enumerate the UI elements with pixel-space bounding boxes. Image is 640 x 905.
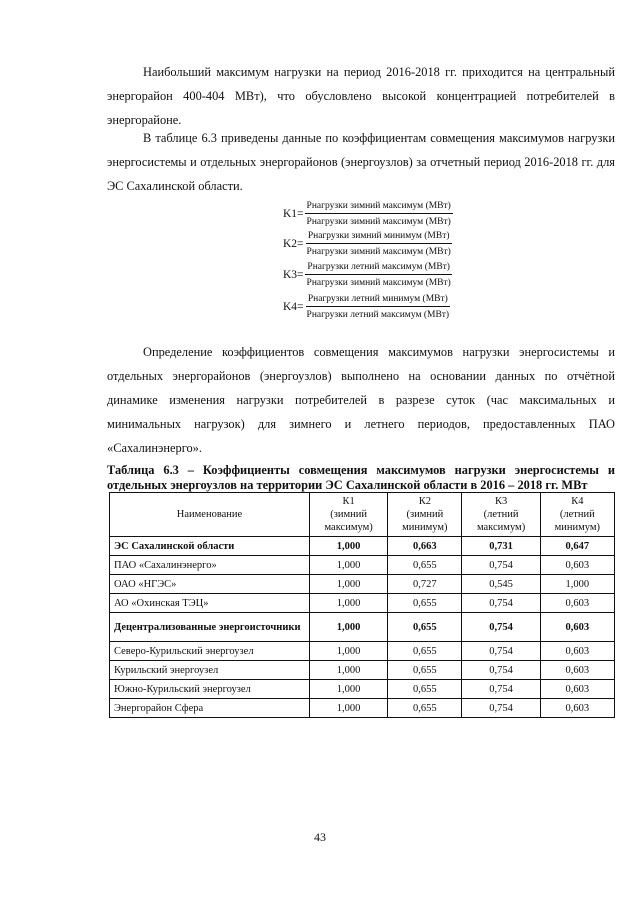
cell-k3: 0,754 xyxy=(462,594,540,613)
formula-k3 xyxy=(283,261,453,289)
formula-fraction xyxy=(305,261,453,289)
table-row xyxy=(110,661,615,680)
paragraph-method: Определение коэффициентов совмещения максимумов нагрузки энергосистемы и отдельных энергорайонов (энергоузлов) выполнено на основании данных по отчётной динамике изменения нагрузки потребителей в разрезе суток (час максимальных и минимальных нагрузок) для зимнего и летнего периодов, предоставленных ПАО «Сахалинэнерго». xyxy=(107,345,615,455)
table-row xyxy=(110,537,615,556)
formula-lhs: K4= xyxy=(283,301,304,313)
coefficients-table xyxy=(109,492,615,718)
table-row xyxy=(110,575,615,594)
header-k4-line3: минимум) xyxy=(554,522,601,533)
cell-k4: 0,603 xyxy=(540,642,614,661)
cell-k2: 0,655 xyxy=(388,613,462,642)
header-k4-line2: (летний xyxy=(559,509,595,520)
cell-k1: 1,000 xyxy=(310,556,388,575)
cell-name: ОАО «НГЭС» xyxy=(110,575,310,594)
formula-lhs: K1= xyxy=(283,208,304,220)
header-k4-title: К4 xyxy=(571,496,584,507)
cell-k1: 1,000 xyxy=(310,575,388,594)
formula-numerator: Pнагрузки зимний максимум (МВт) xyxy=(305,200,453,214)
cell-k1: 1,000 xyxy=(310,613,388,642)
cell-name: Северо-Курильский энергоузел xyxy=(110,642,310,661)
formula-numerator: Pнагрузки летний минимум (МВт) xyxy=(306,293,450,307)
formula-lhs: K2= xyxy=(283,238,304,250)
cell-name: Децентрализованные энергоисточники xyxy=(110,613,310,642)
formula-numerator: Pнагрузки зимний минимум (МВт) xyxy=(306,230,452,244)
cell-k4: 0,603 xyxy=(540,699,614,718)
cell-name: АО «Охинская ТЭЦ» xyxy=(110,594,310,613)
header-k2-line2: (зимний xyxy=(406,509,444,520)
cell-k3: 0,754 xyxy=(462,661,540,680)
header-k3 xyxy=(462,493,540,537)
header-k1-line3: максимум) xyxy=(324,522,373,533)
cell-k2: 0,655 xyxy=(388,661,462,680)
cell-k1: 1,000 xyxy=(310,699,388,718)
formula-k1 xyxy=(283,200,453,228)
cell-name: ЭС Сахалинской области xyxy=(110,537,310,556)
formula-denominator: Pнагрузки зимний максимум (МВт) xyxy=(306,217,451,227)
header-k2 xyxy=(388,493,462,537)
cell-k3: 0,731 xyxy=(462,537,540,556)
cell-k4: 0,603 xyxy=(540,556,614,575)
table-caption: Таблица 6.3 – Коэффициенты совмещения максимумов нагрузки энергосистемы и отдельных энергоузлов на территории ЭС Сахалинской области в 2016 – 2018 гг. МВт xyxy=(107,463,615,492)
table-row xyxy=(110,699,615,718)
table-row xyxy=(110,642,615,661)
header-k3-title: К3 xyxy=(494,496,508,507)
header-k3-line2: (летний xyxy=(483,509,519,520)
table-row xyxy=(110,594,615,613)
cell-k1: 1,000 xyxy=(310,661,388,680)
formula-fraction xyxy=(305,230,453,258)
formula-lhs: K3= xyxy=(283,269,304,281)
cell-k2: 0,663 xyxy=(388,537,462,556)
paragraph-max-load: Наибольший максимум нагрузки на период 2016-2018 гг. приходится на центральный энергорайон 400-404 МВт), что обусловлено высокой концентрацией потребителей в энергорайоне. xyxy=(107,65,615,127)
formula-denominator: Pнагрузки зимний максимум (МВт) xyxy=(306,278,451,288)
cell-k2: 0,655 xyxy=(388,699,462,718)
formula-k4 xyxy=(283,293,451,321)
cell-k4: 1,000 xyxy=(540,575,614,594)
header-k4 xyxy=(540,493,614,537)
header-k2-line3: минимум) xyxy=(402,522,448,533)
table-header-row xyxy=(110,493,615,537)
table-row xyxy=(110,613,615,642)
cell-k1: 1,000 xyxy=(310,594,388,613)
cell-k3: 0,545 xyxy=(462,575,540,594)
cell-name: Южно-Курильский энергоузел xyxy=(110,680,310,699)
formula-denominator: Pнагрузки летний максимум (МВт) xyxy=(306,310,450,320)
table-row xyxy=(110,556,615,575)
header-name: Наименование xyxy=(110,493,310,537)
header-k1-line2: (зимний xyxy=(330,509,367,520)
cell-k1: 1,000 xyxy=(310,537,388,556)
cell-k3: 0,754 xyxy=(462,613,540,642)
cell-k3: 0,754 xyxy=(462,699,540,718)
table-row xyxy=(110,680,615,699)
formula-denominator: Pнагрузки зимний максимум (МВт) xyxy=(306,247,451,257)
cell-k4: 0,603 xyxy=(540,680,614,699)
header-k2-title: К2 xyxy=(418,496,431,507)
page-number: 43 xyxy=(314,830,326,844)
cell-name: Курильский энергоузел xyxy=(110,661,310,680)
cell-k3: 0,754 xyxy=(462,680,540,699)
paragraph-table-intro: В таблице 6.3 приведены данные по коэффициентам совмещения максимумов нагрузки энергосистемы и отдельных энергорайонов (энергоузлов) за отчетный период 2016-2018 гг. для ЭС Сахалинской области. xyxy=(107,131,615,193)
cell-k4: 0,603 xyxy=(540,594,614,613)
cell-k4: 0,603 xyxy=(540,661,614,680)
cell-k2: 0,655 xyxy=(388,556,462,575)
formula-fraction xyxy=(305,293,452,321)
cell-k1: 1,000 xyxy=(310,680,388,699)
header-k1-title: К1 xyxy=(342,496,355,507)
header-k1 xyxy=(310,493,388,537)
formula-k2 xyxy=(283,230,453,258)
cell-name: Энергорайон Сфера xyxy=(110,699,310,718)
cell-k2: 0,655 xyxy=(388,594,462,613)
cell-k3: 0,754 xyxy=(462,556,540,575)
cell-k4: 0,647 xyxy=(540,537,614,556)
cell-name: ПАО «Сахалинэнерго» xyxy=(110,556,310,575)
cell-k4: 0,603 xyxy=(540,613,614,642)
formula-numerator: Pнагрузки летний максимум (МВт) xyxy=(305,261,452,275)
formula-fraction xyxy=(305,200,453,228)
cell-k3: 0,754 xyxy=(462,642,540,661)
cell-k2: 0,655 xyxy=(388,642,462,661)
header-k3-line3: максимум) xyxy=(476,522,526,533)
cell-k2: 0,727 xyxy=(388,575,462,594)
cell-k1: 1,000 xyxy=(310,642,388,661)
cell-k2: 0,655 xyxy=(388,680,462,699)
